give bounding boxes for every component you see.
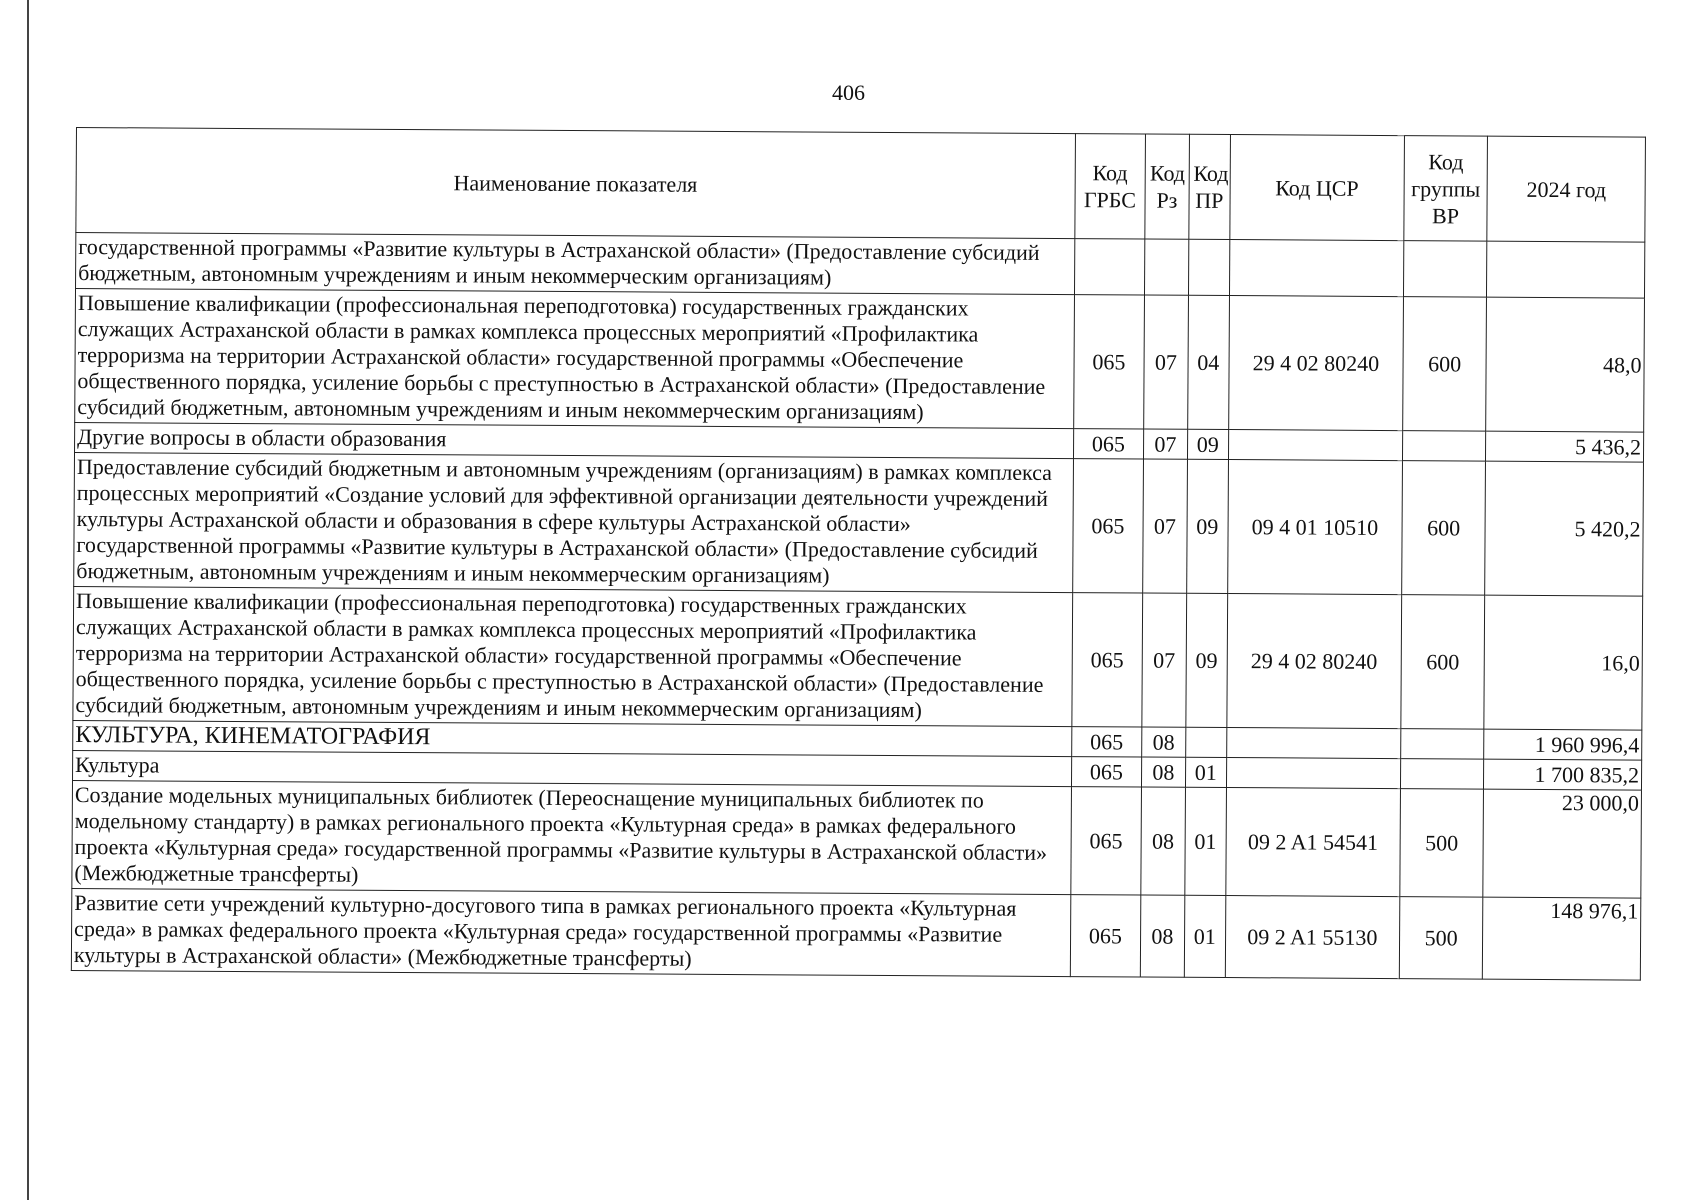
header-vr: Код группы ВР: [1404, 136, 1488, 242]
row-pr: [1188, 239, 1230, 295]
page-number: 406: [832, 80, 865, 105]
row-pr: 09: [1186, 459, 1228, 593]
row-pr: 01: [1184, 787, 1226, 895]
row-csr: [1227, 728, 1401, 759]
row-rz: 08: [1142, 727, 1186, 757]
row-csr: 09 2 A1 54541: [1226, 788, 1401, 897]
row-csr: [1226, 758, 1400, 789]
row-rz: 08: [1142, 757, 1186, 787]
row-grbs: 065: [1071, 727, 1142, 757]
row-name: Создание модельных муниципальных библиотек (Переоснащение муниципальных библиотек по модельному стандарту) в рамках регионального проекта «Культурная среда» в рамках федерального проекта «Культурная среда» государственной программы «Развитие культуры в Астраханской области» (Межбюджетные трансферты): [72, 780, 1071, 894]
row-rz: 07: [1142, 593, 1186, 727]
row-amount: 5 420,2: [1485, 461, 1643, 596]
row-pr: 04: [1187, 295, 1229, 429]
row-grbs: 065: [1070, 787, 1141, 895]
row-amount: 1 960 996,4: [1484, 729, 1642, 760]
row-csr: [1229, 240, 1403, 297]
row-amount: 1 700 835,2: [1484, 759, 1642, 790]
row-grbs: 065: [1073, 295, 1144, 429]
row-pr: [1185, 727, 1226, 757]
row-csr: [1228, 430, 1402, 461]
row-grbs: 065: [1071, 757, 1142, 787]
budget-table: [71, 127, 1646, 981]
row-grbs: 065: [1073, 429, 1144, 459]
row-amount: 5 436,2: [1486, 431, 1644, 462]
table-row: [75, 289, 1645, 433]
row-grbs: 065: [1070, 895, 1141, 977]
row-rz: 07: [1143, 459, 1187, 593]
row-name: государственной программы «Развитие культуры в Астраханской области» (Предоставление субсидий бюджетным, автономным учреждениям и иным некоммерческим организациям): [76, 233, 1075, 295]
row-rz: 08: [1141, 787, 1185, 895]
row-vr: [1402, 431, 1486, 462]
row-rz: 07: [1144, 295, 1188, 429]
row-rz: 07: [1144, 429, 1188, 459]
scan-edge-line: [27, 0, 29, 1200]
row-vr: [1400, 759, 1484, 790]
row-grbs: 065: [1072, 459, 1143, 593]
row-vr: 500: [1399, 897, 1483, 980]
table-row: [73, 586, 1643, 730]
row-name: Предоставление субсидий бюджетным и автономным учреждениям (организациям) в рамках комплекса процессных мероприятий «Создание условий для эффективной организации деятельности учреждений культуры Астраханской области и образования в сфере культуры Астраханской области» государственной программы «Развитие культуры в Астраханской области» (Предоставление субсидий бюджетным, автономным учреждениям и иным некоммерческим организациям): [74, 452, 1073, 592]
table-row: [72, 780, 1642, 898]
table-row: [76, 233, 1645, 299]
row-rz: [1145, 239, 1189, 295]
row-vr: 600: [1401, 595, 1485, 730]
row-pr: 09: [1187, 429, 1228, 459]
header-grbs: Код ГРБС: [1074, 134, 1145, 239]
row-vr: [1400, 729, 1484, 760]
row-csr: 09 2 A1 55130: [1225, 896, 1399, 979]
row-pr: 01: [1185, 757, 1226, 787]
row-name: Развитие сети учреждений культурно-досугового типа в рамках регионального проекта «Культурная среда» в рамках федерального проекта «Культурная среда» государственной программы «Развитие культуры в Астраханской области» (Межбюджетные трансферты): [71, 888, 1070, 976]
table-row: [71, 888, 1640, 980]
row-vr: 600: [1402, 297, 1486, 432]
row-csr: 09 4 01 10510: [1228, 460, 1403, 595]
row-amount: 48,0: [1486, 297, 1644, 432]
header-rz: Код Рз: [1145, 134, 1189, 239]
row-amount: 16,0: [1484, 595, 1642, 730]
row-name: Другие вопросы в области образования: [75, 422, 1074, 458]
header-year: 2024 год: [1487, 136, 1645, 242]
row-amount: [1487, 241, 1645, 298]
row-vr: 500: [1400, 789, 1484, 898]
row-grbs: 065: [1071, 593, 1142, 727]
row-name: Повышение квалификации (профессиональная переподготовка) государственных гражданских служащих Астраханской области в рамках комплекса процессных мероприятий «Профилактика терроризма на территории Астраханской области» государственной программы «Обеспечение общественного порядка, усиление борьбы с преступностью в Астраханской области» (Предоставление субсидий бюджетным, автономным учреждениям и иным некоммерческим организациям): [73, 586, 1072, 726]
row-vr: 600: [1401, 461, 1485, 596]
row-pr: 09: [1185, 593, 1227, 727]
row-name: КУЛЬТУРА, КИНЕМАТОГРАФИЯ: [73, 720, 1072, 756]
table-row: [74, 452, 1644, 596]
row-csr: 29 4 02 80240: [1229, 296, 1404, 431]
row-rz: 08: [1140, 895, 1184, 977]
row-csr: 29 4 02 80240: [1227, 594, 1402, 729]
row-grbs: [1074, 239, 1145, 295]
header-csr: Код ЦСР: [1230, 135, 1404, 241]
row-amount: 148 976,1: [1483, 897, 1641, 980]
row-name: Культура: [73, 750, 1072, 786]
header-name: Наименование показателя: [76, 128, 1075, 239]
row-name: Повышение квалификации (профессиональная переподготовка) государственных гражданских служащих Астраханской области в рамках комплекса процессных мероприятий «Профилактика терроризма на территории Астраханской области» государственной программы «Обеспечение общественного порядка, усиление борьбы с преступностью в Астраханской области» (Предоставление субсидий бюджетным, автономным учреждениям и иным некоммерческим организациям): [75, 289, 1074, 429]
table-header-row: [76, 128, 1646, 243]
row-amount: 23 000,0: [1483, 789, 1641, 898]
row-pr: 01: [1184, 895, 1226, 977]
header-pr: Код ПР: [1188, 134, 1230, 239]
row-vr: [1403, 241, 1487, 298]
